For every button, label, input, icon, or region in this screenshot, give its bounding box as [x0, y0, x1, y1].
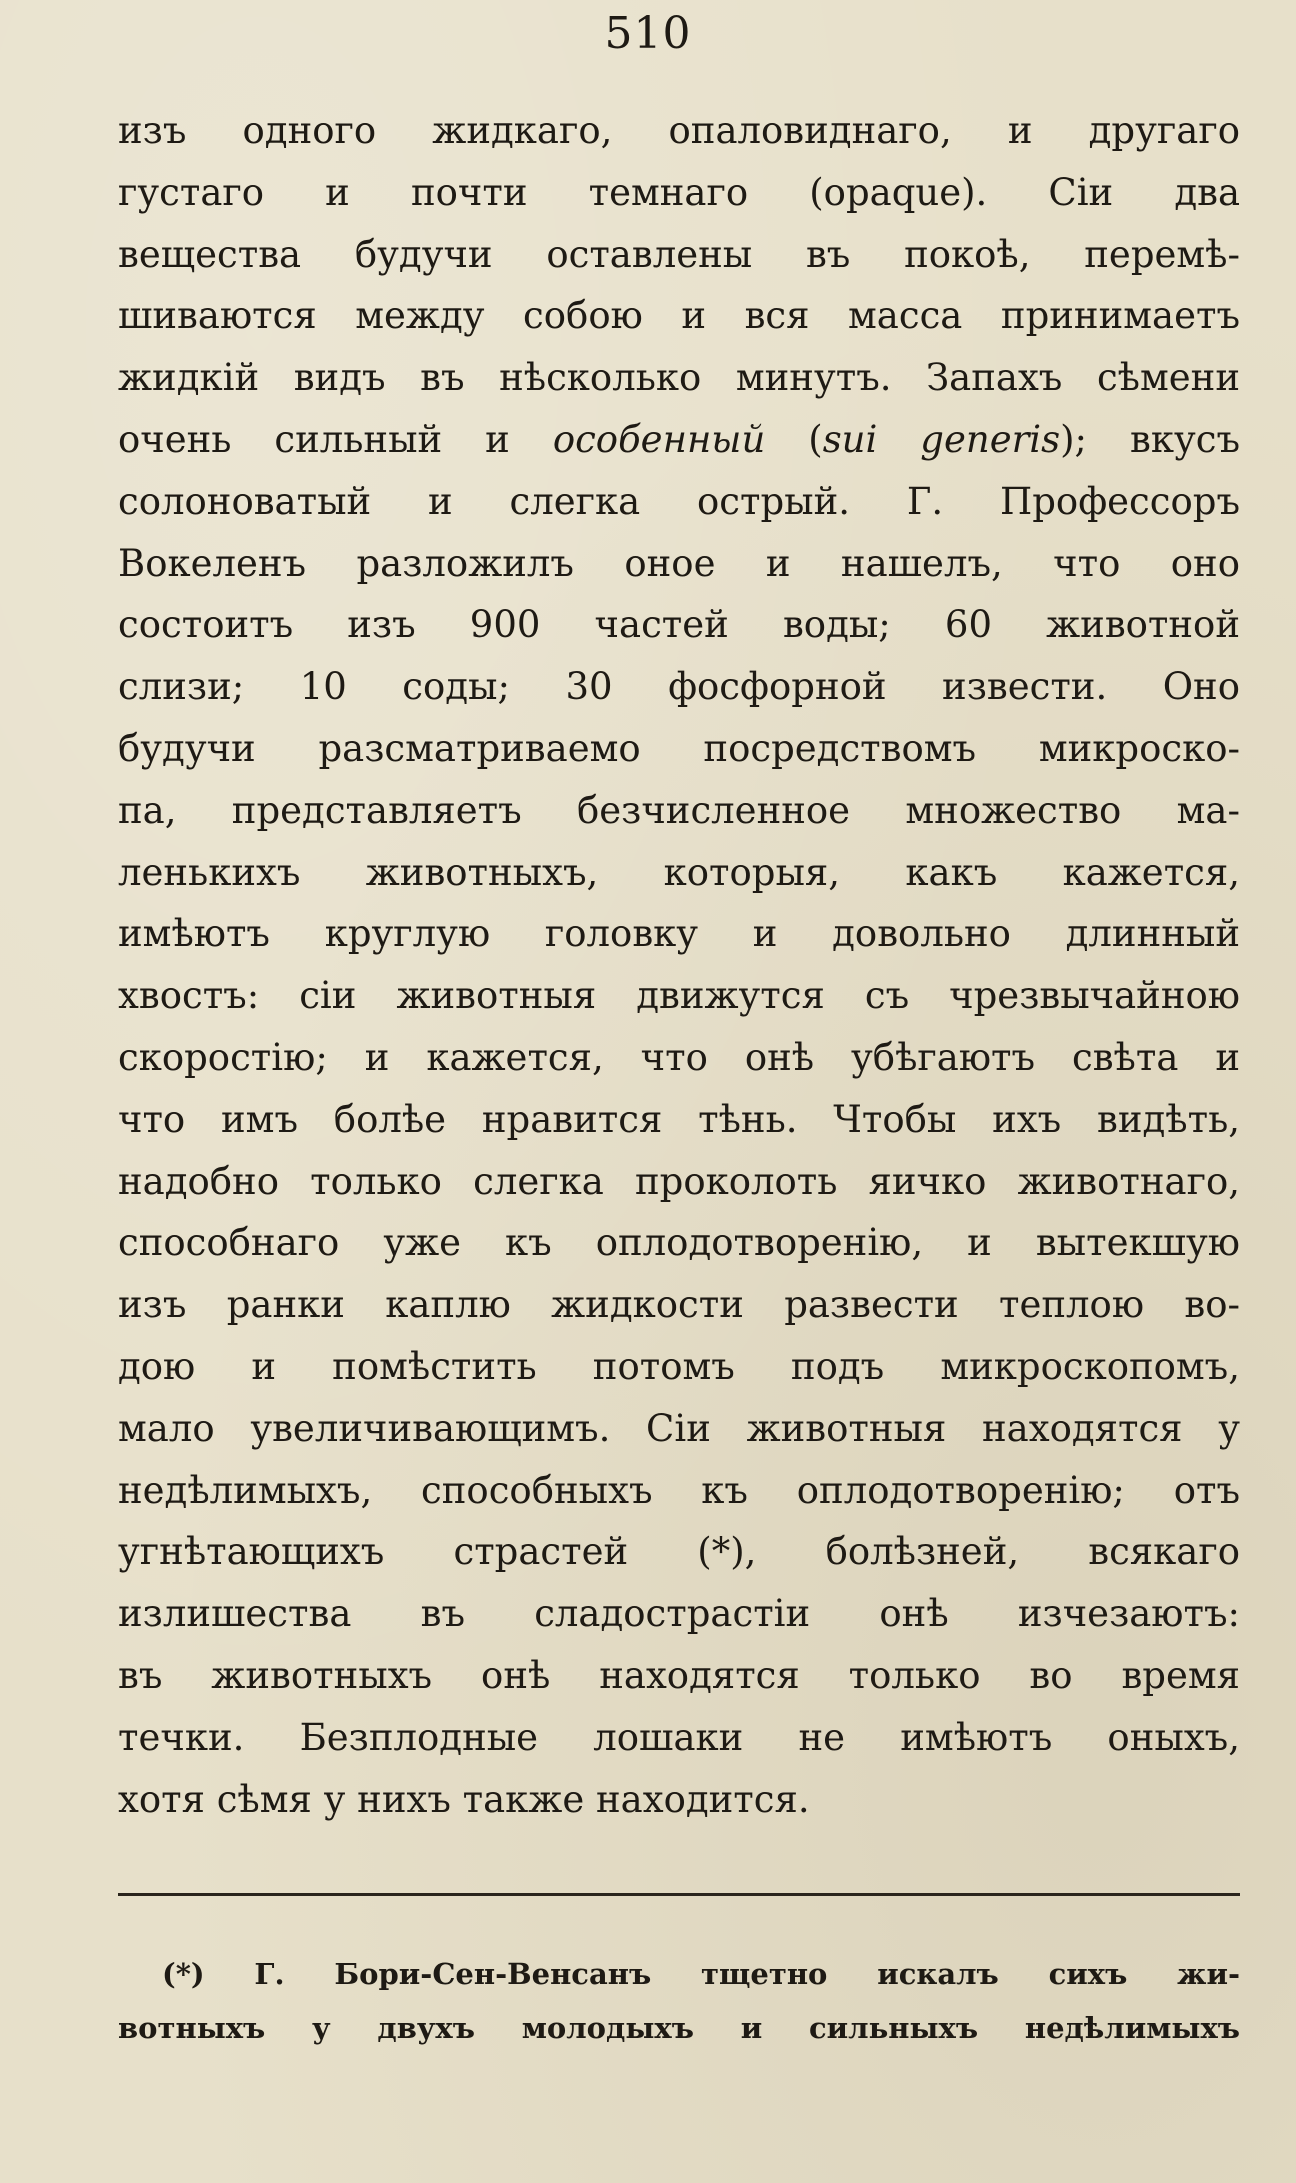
text-line: дою и помѣстить потомъ подъ микроскопомъ, — [118, 1344, 1240, 1388]
open-paren: ( — [808, 417, 823, 461]
text-line: па, представляетъ безчисленное множество ма- — [118, 788, 1240, 832]
footnote-divider — [118, 1893, 1240, 1896]
text-line: хвостъ: сіи животныя движутся съ чрезвычайною — [118, 974, 1240, 1018]
text-line: способнаго уже къ оплодотворенію, и вытекшую — [118, 1221, 1240, 1265]
text-line: въ животныхъ онѣ находятся только во время — [118, 1653, 1240, 1697]
text-line: изъ ранки каплю жидкости развести теплою во- — [118, 1283, 1240, 1327]
text-line: состоитъ изъ 900 частей воды; 60 животной — [118, 603, 1240, 647]
text-line: надобно только слегка проколоть яичко животнаго, — [118, 1159, 1240, 1203]
text-line: вещества будучи оставлены въ покоѣ, перемѣ- — [118, 232, 1240, 276]
text-line: скоростію; и кажется, что онѣ убѣгаютъ свѣта и — [118, 1035, 1240, 1079]
footnote-line: (*) Г. Бори-Сен-Венсанъ тщетно искалъ сихъ жи- — [162, 1957, 1240, 1991]
text-segment-end: ); вкусъ — [1060, 417, 1240, 461]
italic-word: особенный — [552, 417, 766, 461]
text-line: шиваются между собою и вся масса принимаетъ — [118, 294, 1240, 338]
text-line: густаго и почти темнаго (opaque). Сіи два — [118, 170, 1240, 214]
text-line: угнѣтающихъ страстей (*), болѣзней, всякаго — [118, 1530, 1240, 1574]
text-segment: очень сильный и — [118, 417, 510, 461]
page-number: 510 — [604, 8, 692, 59]
text-line: хотя сѣмя у нихъ также находится. — [118, 1777, 810, 1821]
text-line: недѣлимыхъ, способныхъ къ оплодотворенію; отъ — [118, 1468, 1240, 1512]
text-line: что имъ болѣе нравится тѣнь. Чтобы ихъ видѣть, — [118, 1097, 1240, 1141]
text-line: изъ одного жидкаго, опаловиднаго, и другаго — [118, 109, 1240, 152]
footnote-line: вотныхъ у двухъ молодыхъ и сильныхъ недѣлимыхъ — [118, 2011, 1240, 2045]
text-line-with-italics — [118, 409, 1240, 471]
body-text — [118, 100, 1240, 1830]
text-line: имѣютъ круглую головку и довольно длинный — [118, 912, 1240, 956]
latin-phrase: sui generis — [822, 417, 1061, 461]
footnote — [118, 1947, 1240, 2055]
text-line: Вокеленъ разложилъ оное и нашелъ, что оно — [118, 541, 1240, 585]
text-line: слизи; 10 соды; 30 фосфорной извести. Оно — [118, 665, 1240, 709]
text-line: мало увеличивающимъ. Сіи животныя находятся у — [118, 1406, 1240, 1450]
text-line: жидкій видъ въ нѣсколько минутъ. Запахъ сѣмени — [118, 356, 1240, 400]
text-line: ленькихъ животныхъ, которыя, какъ кажется, — [118, 850, 1240, 894]
text-line: течки. Безплодные лошаки не имѣютъ оныхъ, — [118, 1715, 1240, 1759]
text-line: излишества въ сладострастіи онѣ изчезаютъ: — [118, 1592, 1240, 1636]
text-line: будучи разсматриваемо посредствомъ микроско- — [118, 726, 1240, 770]
text-line: солоноватый и слегка острый. Г. Профессоръ — [118, 479, 1240, 523]
